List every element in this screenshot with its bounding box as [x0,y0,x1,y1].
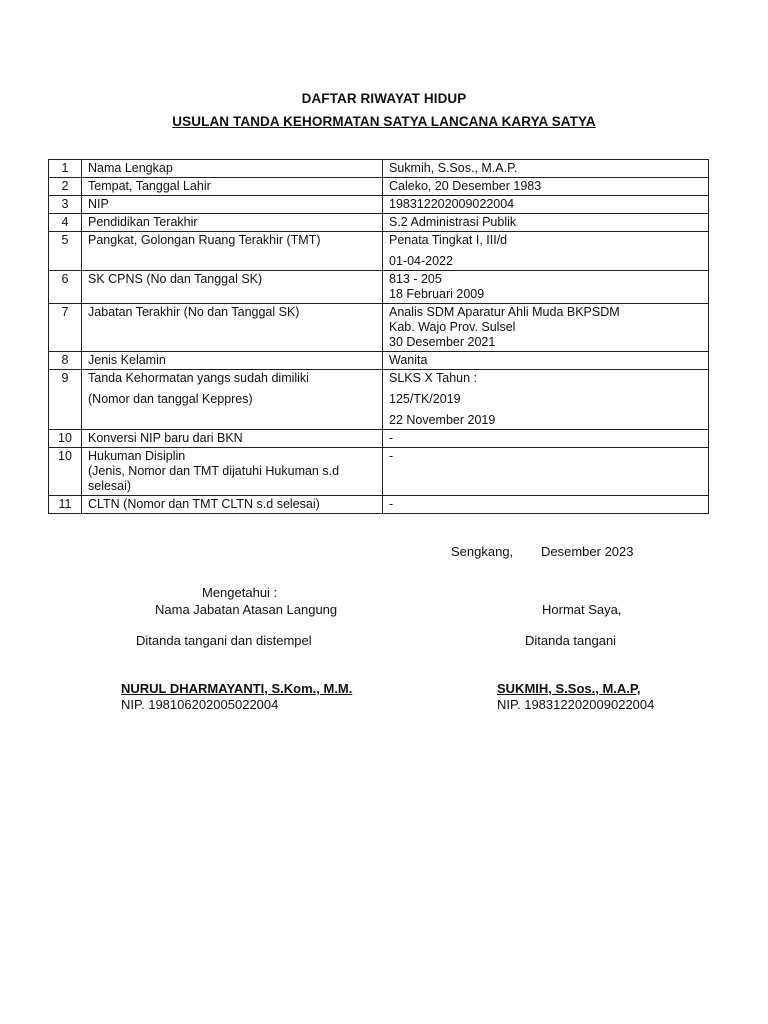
row-number: 10 [49,430,82,448]
table-row [49,214,709,232]
table-row [49,160,709,178]
supervisor-signature-note: Ditanda tangani dan distempel [136,633,312,648]
biodata-table [48,159,709,514]
value-line: 30 Desember 2021 [389,335,496,349]
table-row [49,178,709,196]
document-title: DAFTAR RIWAYAT HIDUP [301,91,467,106]
row-label [82,370,383,430]
row-value [383,430,709,448]
acknowledged-label: Mengetahui : [202,585,278,600]
applicant-signature-note: Ditanda tangani [525,633,617,648]
table-row [49,430,709,448]
row-value [383,370,709,430]
value-line: Wanita [389,353,428,367]
row-label [82,214,383,232]
row-number: 11 [49,496,82,514]
label-line: Jabatan Terakhir (No dan Tanggal SK) [88,305,300,319]
table-row [49,232,709,271]
value-line: - [389,449,394,463]
applicant-name: SUKMIH, S.Sos., M.A.P, [497,681,641,696]
row-value [383,448,709,496]
value-line: 18 Februari 2009 [389,287,485,301]
table-row [49,370,709,430]
row-label [82,430,383,448]
row-number: 2 [49,178,82,196]
row-number: 9 [49,370,82,430]
row-number: 4 [49,214,82,232]
row-value [383,160,709,178]
label-line: selesai) [88,479,132,493]
label-line: CLTN (Nomor dan TMT CLTN s.d selesai) [88,497,320,511]
label-line: Hukuman Disiplin [88,449,186,463]
row-number: 7 [49,304,82,352]
row-value [383,352,709,370]
signing-date: Desember 2023 [541,544,634,559]
label-line: (Jenis, Nomor dan TMT dijatuhi Hukuman s.d [88,464,340,478]
value-line: Sukmih, S.Sos., M.A.P. [389,161,518,175]
label-line: SK CPNS (No dan Tanggal SK) [88,272,263,286]
row-number: 8 [49,352,82,370]
signing-place: Sengkang, [451,544,514,559]
value-line: S.2 Administrasi Publik [389,215,517,229]
value-line: 22 November 2019 [389,413,496,427]
row-value [383,178,709,196]
label-line: Konversi NIP baru dari BKN [88,431,243,445]
applicant-nip: NIP. 198312202009022004 [497,697,655,712]
label-line: (Nomor dan tanggal Keppres) [88,392,253,406]
supervisor-nip: NIP. 198106202005022004 [121,697,279,712]
value-line: Penata Tingkat I, III/d [389,233,508,247]
row-label [82,160,383,178]
label-line: Nama Lengkap [88,161,173,175]
row-label [82,178,383,196]
value-line: 198312202009022004 [389,197,515,211]
row-label [82,232,383,271]
row-label [82,304,383,352]
table-row [49,271,709,304]
label-line: Tanda Kehormatan yangs sudah dimiliki [88,371,309,385]
row-label [82,352,383,370]
value-line: - [389,431,394,445]
supervisor-position: Nama Jabatan Atasan Langung [155,602,338,617]
supervisor-name: NURUL DHARMAYANTI, S.Kom., M.M. [121,681,353,696]
label-line: Jenis Kelamin [88,353,166,367]
value-line: 813 - 205 [389,272,442,286]
row-label [82,196,383,214]
value-line: Kab. Wajo Prov. Sulsel [389,320,516,334]
row-value [383,196,709,214]
row-number: 5 [49,232,82,271]
value-line: 125/TK/2019 [389,392,461,406]
row-label [82,496,383,514]
biodata-table-body [49,160,709,514]
label-line: Tempat, Tanggal Lahir [88,179,211,193]
table-row [49,196,709,214]
label-line: Pangkat, Golongan Ruang Terakhir (TMT) [88,233,321,247]
row-label [82,448,383,496]
row-value [383,496,709,514]
row-label [82,271,383,304]
closing-greeting: Hormat Saya, [542,602,622,617]
row-number: 10 [49,448,82,496]
row-value [383,214,709,232]
row-number: 1 [49,160,82,178]
row-value [383,304,709,352]
value-line: - [389,497,394,511]
label-line: Pendidikan Terakhir [88,215,198,229]
value-line: Caleko, 20 Desember 1983 [389,179,542,193]
row-value [383,271,709,304]
table-row [49,496,709,514]
value-line: 01-04-2022 [389,254,453,268]
table-row [49,448,709,496]
row-number: 3 [49,196,82,214]
table-row [49,304,709,352]
label-line: NIP [88,197,109,211]
row-number: 6 [49,271,82,304]
row-value [383,232,709,271]
document-subtitle: USULAN TANDA KEHORMATAN SATYA LANCANA KARYA SATYA [172,114,596,129]
value-line: Analis SDM Aparatur Ahli Muda BKPSDM [389,305,620,319]
value-line: SLKS X Tahun : [389,371,478,385]
table-row [49,352,709,370]
